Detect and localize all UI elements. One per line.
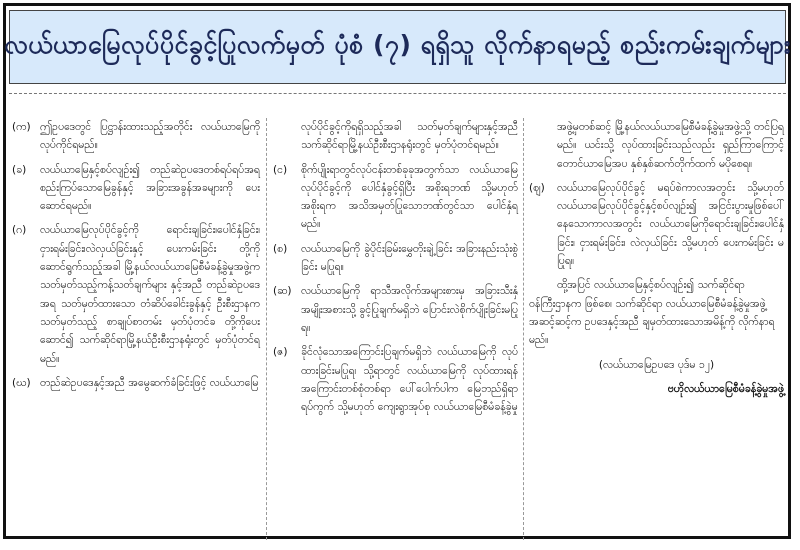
rule-item <box>273 282 518 337</box>
rule-item <box>12 161 260 216</box>
issuing-authority: ဗဟိုလယ်ယာမြေစီမံခန့်ခွဲမှုအဖွဲ့ <box>667 382 784 395</box>
item-text: လယ်ယာမြေလုပ်ပိုင်ခွင့်ကို ရောင်းချခြင်း၊ပေါင်နှံခြင်း၊ငှားရမ်းခြင်း၊လဲလှယ်ခြင်းနှင့် ပေးကမ်းခြင်း တို့ကိုဆောင်ရွက်သည့်အခါ မြို့နယ်လယ်ယာမြေစီမံခန့်ခွဲမှုအဖွဲ့က သတ်မှတ်သည့်ကန့်သတ်ချက်များ နှင့်အညီ တည်ဆဲဥပဒေအရ သတ်မှတ်ထားသော တံဆိပ်ခေါင်းခွန်နှင့် ဦးစီးဌာနကသတ်မှတ်သည့် စာချုပ်စာတမ်း မှတ်ပုံတင်ခ တို့ကိုပေးဆောင်၍ သက်ဆိုင်ရာမြို့နယ်ဦးစီးဌာနရုံးတွင် မှတ်ပုံတင်ရမည်။ <box>40 224 260 365</box>
rule-item <box>12 374 260 392</box>
item-marker: (ဃ) <box>12 376 31 389</box>
item-text: ဤဥပဒေတွင် ပြဋ္ဌာန်းထားသည့်အတိုင်း လယ်ယာမြေကို လုပ်ကိုင်ရမည်။ <box>40 121 260 152</box>
rule-item <box>12 118 260 155</box>
item-text: တည်ဆဲဥပဒေနှင့်အညီ အမွေဆက်ခံခြင်းဖြင့် လယ်ယာမြေ <box>40 376 259 389</box>
rule-item <box>12 221 260 367</box>
item-marker: (ဇ) <box>273 346 288 359</box>
item-marker: (ဆ) <box>273 285 292 298</box>
item-text: လုပ်ပိုင်ခွင့်ကိုရရှိသည့်အခါ သတ်မှတ်ချက်များနှင့်အညီ သက်ဆိုင်ရာမြို့နယ်ဦးစီးဌာနရုံးတွင် မှတ်ပုံတင်ရမည်။ <box>301 121 518 152</box>
item-text: လယ်ယာမြေကို ရာသီအလိုက်အများစားမှ အခြားသီးနှံအမျိုးအစားသို့ ခွင့်ပြုချက်မရှိဘဲ ပြောင်းလဲစိုက်ပျိုးခြင်းမပြုရ။ <box>301 285 518 334</box>
rule-item <box>273 118 518 155</box>
item-marker: (ဈ) <box>529 181 545 194</box>
rule-item <box>529 179 784 270</box>
item-marker <box>273 118 301 155</box>
item-marker: (က) <box>12 121 31 133</box>
column-1 <box>12 118 260 398</box>
item-text: ခိုင်လုံသောအကြောင်းပြချက်မရှိဘဲ လယ်ယာမြေကို လုပ်ထားခြင်းမပြုရ၊ သို့ရာတွင် လယ်ယာမြေကို လုပ်ထားရန် အကြောင်းတစ်စုံတစ်ရာ ပေါ်ပေါက်ပါက မြေဘည်ရှိရာ ရပ်ကွက် သို့မဟုတ် ကျေးရွာအုပ်စု လယ်ယာမြေစီမံခန့်ခွဲမှု <box>301 346 518 414</box>
item-marker: (င) <box>273 163 288 176</box>
column-divider <box>523 118 524 540</box>
item-marker <box>529 118 557 173</box>
rule-item <box>273 343 518 416</box>
item-text: အဖွဲ့မှတစ်ဆင့် မြို့နယ်လယ်ယာမြေစီမံခန့်ခွဲမှုအဖွဲ့သို့ တင်ပြရမည်။ ယင်းသို့ လုပ်ထားခြင်းသည်လည်း ရှည်ကြာကြောင့် တောင်ယာမြေအပ နှစ်နှစ်ဆက်တိုက်ထက် မပိုစေရ။ <box>557 121 784 170</box>
item-text: လယ်ယာမြေကို ခွဲပိုင်းခြမ်းမွှေတိုးချဲ့ခြင်း အခြားနည်းသုံးစွဲခြင်း မပြုရ။ <box>301 242 518 274</box>
law-citation: (လယ်ယာမြေဥပဒေ ပုဒ်မ ၁၂) <box>598 358 715 371</box>
item-marker: (စ) <box>273 242 288 255</box>
column-2 <box>273 118 518 422</box>
rule-item <box>273 240 518 277</box>
rule-item <box>529 118 784 173</box>
item-text: လယ်ယာမြေနှင့်စပ်လျဉ်း၍ တည်ဆဲဥပဒေတစ်ရပ်ရပ်အရ စည်းကြပ်သောမြေခွန်နှင့် အခြားအခွန်အခများကို ပေးဆောင်ရမည်။ <box>40 163 260 213</box>
item-text: စိုက်ပျိုးရာတွင်လုပ်ငန်းတစ်ခုခုအတွက်သာ လယ်ယာမြေလုပ်ပိုင်ခွင့်ကို ပေါင်နှံခွင့်ရှိပြီး အစိုးရဘဏ် သို့မဟုတ် အစိုးရက အသိအမှတ်ပြုသောဘဏ်တွင်သာ ပေါင်နှံရမည်။ <box>301 163 518 231</box>
column-divider <box>266 118 267 540</box>
page-title: လယ်ယာမြေလုပ်ပိုင်ခွင့်ပြုလက်မှတ် ပုံစံ (၇) ရရှိသူ လိုက်နာရမည့် စည်းကမ်းချက်များ <box>4 29 791 59</box>
item-marker: (ခ) <box>12 163 27 176</box>
divider <box>9 93 786 95</box>
item-marker: (ဂ) <box>12 224 27 237</box>
title-banner <box>4 10 791 84</box>
rule-item <box>273 161 518 234</box>
column-3 <box>529 118 784 404</box>
closing-paragraph: ထို့အပြင် လယ်ယာမြေနှင့်စပ်လျဉ်း၍ သက်ဆိုင်ရာ ဝန်ကြီးဌာနက ဖြစ်စေ၊ သက်ဆိုင်ရာ လယ်ယာမြေစီမံခန့်ခွဲမှုအဖွဲ့ အဆင့်ဆင့်က ဥပဒေနှင့်အညီ ချမှတ်ထားသောအမိန့်ကို လိုက်နာရမည်။ <box>529 279 775 347</box>
item-text: လယ်ယာမြေလုပ်ပိုင်ခွင့် မရပ်စဲကာလအတွင်း သို့မဟုတ် လယ်ယာမြေလုပ်ပိုင်ခွင့်နှင့်စပ်လျဉ်း၍ အငြင်းပွားမှုဖြစ်ပေါ် နေသောကာလအတွင်း လယ်ယာမြေကိုရောင်းချခြင်း၊ပေါင်နှံခြင်း၊ ငှားရမ်းခြင်း၊ လဲလှယ်ခြင်း သို့မဟုတ် ပေးကမ်းခြင်း မပြုရ။ <box>557 181 784 268</box>
